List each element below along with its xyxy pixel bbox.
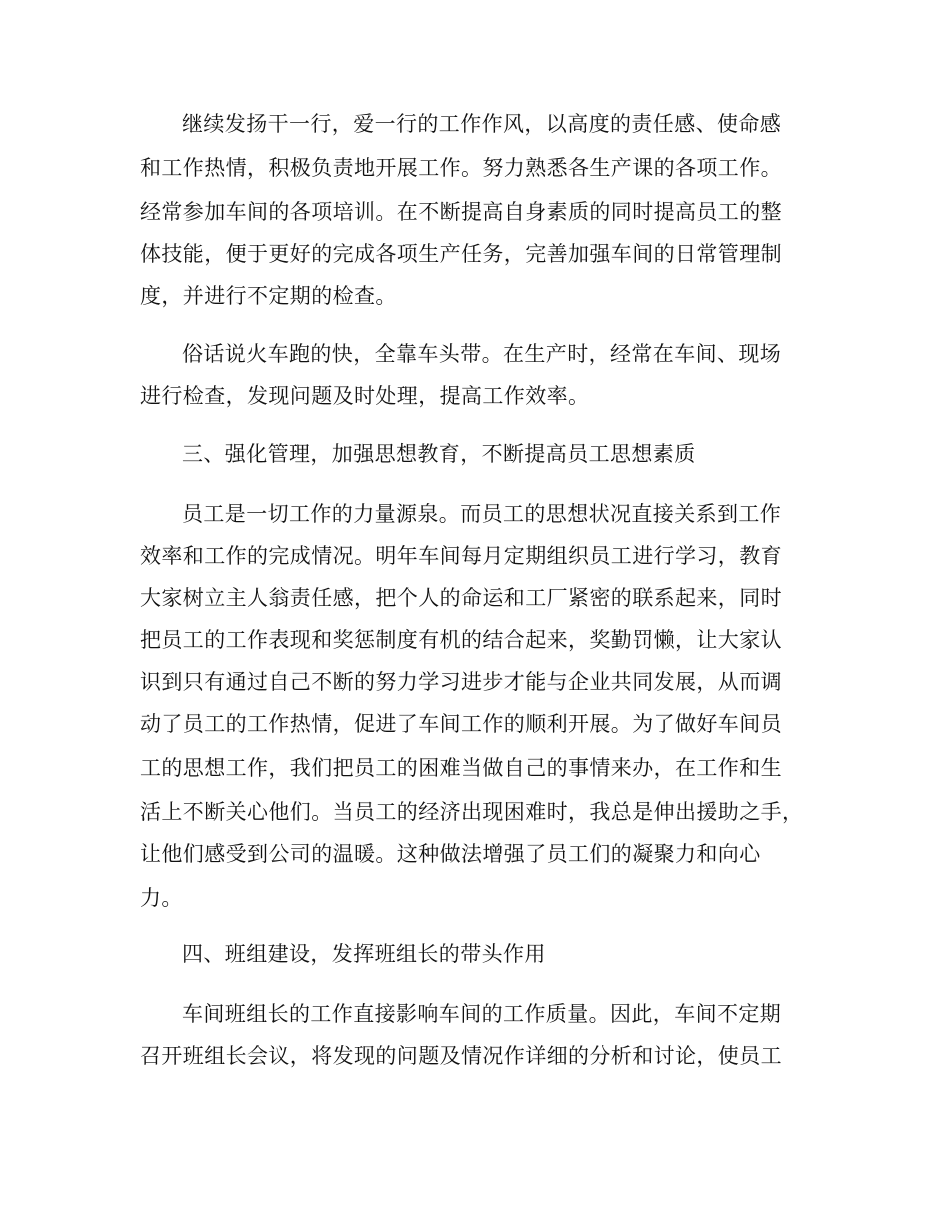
paragraph-4-line-1: 车间班组长的工作直接影响车间的工作质量。因此，车间不定期	[182, 1002, 782, 1026]
paragraph-3-line-2: 效率和工作的完成情况。明年车间每月定期组织员工进行学习，教育	[140, 544, 782, 568]
section-heading-4: 四、班组建设，发挥班组长的带头作用	[182, 942, 546, 966]
paragraph-3-line-3: 大家树立主人翁责任感，把个人的命运和工厂紧密的联系起来，同时	[140, 586, 782, 610]
paragraph-3-line-6: 动了员工的工作热情，促进了车间工作的顺利开展。为了做好车间员	[140, 712, 782, 736]
paragraph-3-line-4: 把员工的工作表现和奖惩制度有机的结合起来，奖勤罚懒，让大家认	[140, 628, 782, 652]
paragraph-1-line-3: 经常参加车间的各项培训。在不断提高自身素质的同时提高员工的整	[140, 200, 782, 224]
paragraph-3-line-1: 员工是一切工作的力量源泉。而员工的思想状况直接关系到工作	[182, 502, 782, 526]
paragraph-2-line-2: 进行检查，发现问题及时处理，提高工作效率。	[140, 384, 590, 408]
paragraph-1-line-1: 继续发扬干一行，爱一行的工作作风，以高度的责任感、使命感	[182, 112, 782, 136]
paragraph-1-line-2: 和工作热情，积极负责地开展工作。努力熟悉各生产课的各项工作。	[140, 156, 782, 180]
paragraph-2-line-1: 俗话说火车跑的快，全靠车头带。在生产时，经常在车间、现场	[182, 342, 782, 366]
section-heading-3: 三、强化管理，加强思想教育，不断提高员工思想素质	[182, 442, 696, 466]
paragraph-3-line-8: 活上不断关心他们。当员工的经济出现困难时，我总是伸出援助之手，	[140, 800, 804, 824]
paragraph-4-line-2: 召开班组长会议，将发现的问题及情况作详细的分析和讨论，使员工	[140, 1044, 782, 1068]
paragraph-3-line-9: 让他们感受到公司的温暖。这种做法增强了员工们的凝聚力和向心	[140, 842, 761, 866]
paragraph-1-line-4: 体技能，便于更好的完成各项生产任务，完善加强车间的日常管理制	[140, 242, 782, 266]
paragraph-1-line-5: 度，并进行不定期的检查。	[140, 284, 397, 308]
paragraph-3-line-7: 工的思想工作，我们把员工的困难当做自己的事情来办，在工作和生	[140, 756, 782, 780]
paragraph-3-line-10: 力。	[140, 886, 183, 910]
paragraph-3-line-5: 识到只有通过自己不断的努力学习进步才能与企业共同发展，从而调	[140, 670, 782, 694]
